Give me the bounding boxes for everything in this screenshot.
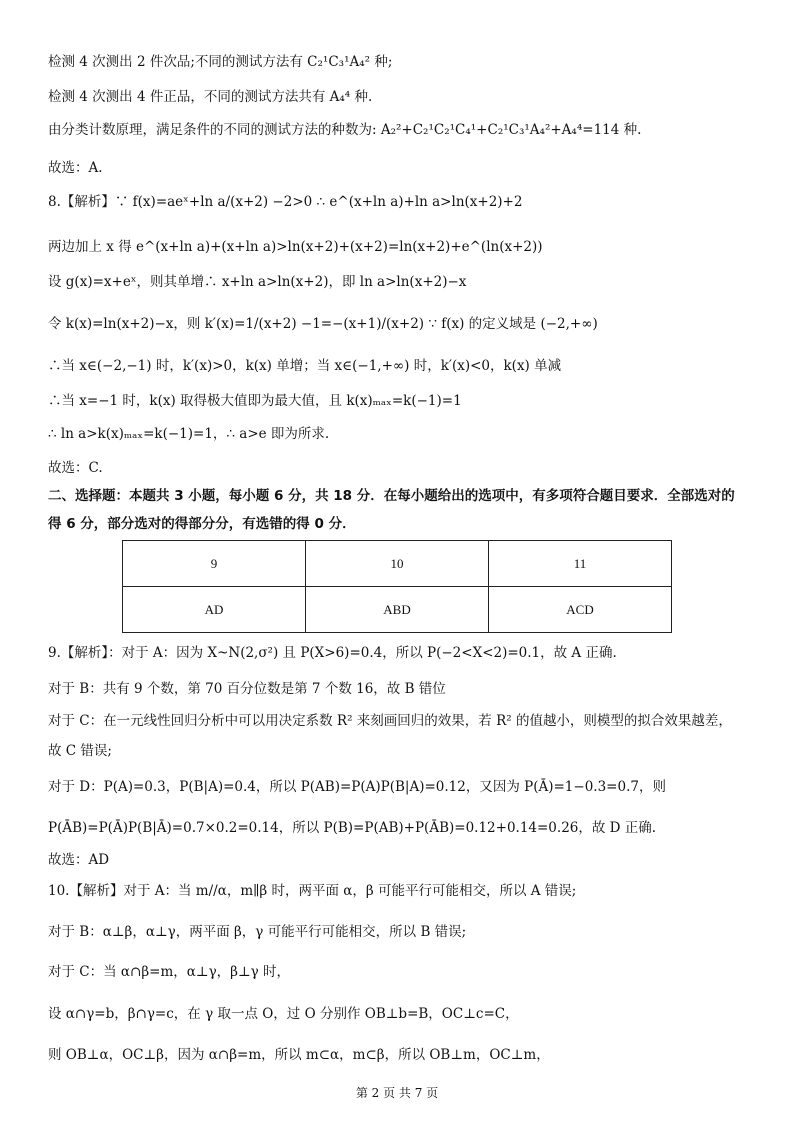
text-line: ∴ ln a>k(x)ₘₐₓ=k(−1)=1，∴ a>e 即为所求. xyxy=(48,426,330,442)
table-row xyxy=(123,541,672,587)
text-line: 对于 C：当 α∩β=m，α⊥γ，β⊥γ 时， xyxy=(48,964,290,980)
text-line: 故选：A. xyxy=(48,160,103,176)
text-line: P(ĀB)=P(Ā)P(B|Ā)=0.7×0.2=0.14，所以 P(B)=P(AB)+P(ĀB)=0.12+0.14=0.26，故 D 正确. xyxy=(48,820,657,836)
text-line: 对于 B：α⊥β，α⊥γ，两平面 β，γ 可能平行可能相交，所以 B 错误; xyxy=(48,924,467,940)
text-line: 则 OB⊥α，OC⊥β，因为 α∩β=m，所以 m⊂α，m⊂β，所以 OB⊥m，OC⊥m， xyxy=(48,1047,550,1063)
table-header-cell: 9 xyxy=(123,541,306,587)
text-line: 对于 C：在一元线性回归分析中可以用决定系数 R² 来刻画回归的效果，若 R² 的值越小，则模型的拟合效果越差， xyxy=(48,713,732,729)
text-line: 检测 4 次测出 4 件正品，不同的测试方法共有 A₄⁴ 种. xyxy=(48,89,373,105)
table-cell: AD xyxy=(123,587,306,633)
text-line: ∴当 x=−1 时，k(x) 取得极大值即为最大值，且 k(x)ₘₐₓ=k(−1)=1 xyxy=(48,393,462,409)
answer-table xyxy=(122,540,672,633)
table-header-cell: 11 xyxy=(489,541,672,587)
text-line: 令 k(x)=ln(x+2)−x，则 k′(x)=1/(x+2) −1=−(x+1)/(x+2) ∵ f(x) 的定义域是 (−2,+∞) xyxy=(48,316,598,332)
table-cell: ABD xyxy=(306,587,489,633)
text-line: 设 α∩γ=b，β∩γ=c，在 γ 取一点 O，过 O 分别作 OB⊥b=B，OC⊥c=C， xyxy=(48,1006,519,1022)
text-line: ∴当 x∈(−2,−1) 时，k′(x)>0，k(x) 单增；当 x∈(−1,+∞) 时，k′(x)<0，k(x) 单减 xyxy=(48,358,562,374)
text-line: 对于 D：P(A)=0.3，P(B|A)=0.4，所以 P(AB)=P(A)P(B|A)=0.12，又因为 P(Ā)=1−0.3=0.7，则 xyxy=(48,779,666,795)
text-line: 设 g(x)=x+eˣ，则其单增∴ x+ln a>ln(x+2)，即 ln a>ln(x+2)−x xyxy=(48,274,467,290)
table-cell: ACD xyxy=(489,587,672,633)
text-line: 检测 4 次测出 2 件次品;不同的测试方法有 C₂¹C₃¹A₄² 种; xyxy=(48,54,393,70)
text-line: 10.【解析】对于 A：当 m//α，m∥β 时，两平面 α，β 可能平行可能相交，所以 A 错误; xyxy=(48,883,577,899)
text-line: 对于 B：共有 9 个数，第 70 百分位数是第 7 个数 16，故 B 错位 xyxy=(48,681,446,697)
text-line: 故 C 错误; xyxy=(48,743,112,759)
text-line: 由分类计数原理，满足条件的不同的测试方法的种数为: A₂²+C₂¹C₂¹C₄¹+C₂¹C₃¹A₄²+A₄⁴=114 种. xyxy=(48,122,642,138)
text-line: 9.【解析】：对于 A：因为 X~N(2,σ²) 且 P(X>6)=0.4，所以 P(−2<X<2)=0.1，故 A 正确. xyxy=(48,645,617,661)
text-line: 8.【解析】∵ f(x)=aeˣ+ln a/(x+2) −2>0 ∴ e^(x+ln a)+ln a>ln(x+2)+2 xyxy=(48,194,523,210)
section-heading: 得 6 分，部分选对的得部分分，有选错的得 0 分． xyxy=(48,516,356,532)
table-row xyxy=(123,587,672,633)
table-header-cell: 10 xyxy=(306,541,489,587)
text-line: 故选：AD xyxy=(48,852,110,868)
text-line: 两边加上 x 得 e^(x+ln a)+(x+ln a)>ln(x+2)+(x+2)=ln(x+2)+e^(ln(x+2)) xyxy=(48,239,543,255)
section-heading: 二、选择题：本题共 3 小题，每小题 6 分，共 18 分．在每小题给出的选项中，有多项符合题目要求．全部选对的 xyxy=(48,488,735,504)
page-footer: 第 2 页 共 7 页 xyxy=(355,1086,439,1100)
text-line: 故选：C. xyxy=(48,460,103,476)
